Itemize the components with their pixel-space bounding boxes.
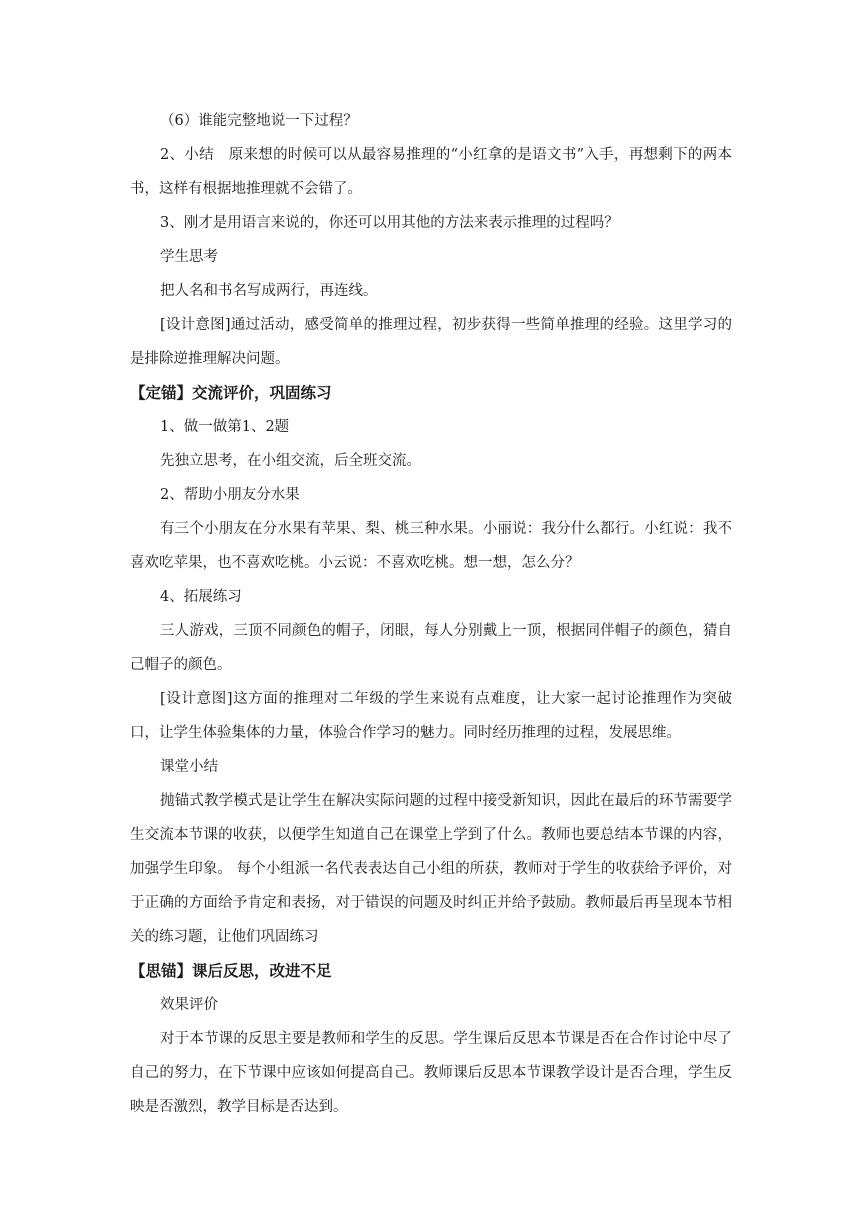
- paragraph-fruit-problem: 有三个小朋友在分水果有苹果、梨、桃三种水果。小丽说：我分什么都行。小红说：我不喜欢吃苹果，也不喜欢吃桃。小云说：不喜欢吃桃。想一想，怎么分？: [130, 521, 732, 571]
- document-body: [130, 104, 732, 1124]
- paragraph-reflection: 对于本节课的反思主要是教师和学生的反思。学生课后反思本节课是否在合作讨论中尽了自己的努力，在下节课中应该如何提高自己。教师课后反思本节课教学设计是否合理，学生反映是否激烈，教学目标是否达到。: [130, 1031, 732, 1115]
- paragraph-step-6: （6）谁能完整地说一下过程？: [160, 113, 358, 129]
- paragraph-effect-evaluation: 效果评价: [160, 997, 218, 1013]
- paragraph-hat-game: 三人游戏，三顶不同颜色的帽子，闭眼，每人分别戴上一顶，根据同伴帽子的颜色，猜自己帽子的颜色。: [130, 623, 732, 673]
- section-heading-anchor-reflection: 【思锚】课后反思，改进不足: [130, 962, 332, 980]
- paragraph-class-summary: 课堂小结: [160, 759, 218, 775]
- paragraph-exercise-1: 1、做一做第1、2题: [160, 419, 290, 435]
- paragraph-exercise-4: 4、拓展练习: [160, 589, 242, 605]
- paragraph-design-intent-1: [设计意图]通过活动，感受简单的推理过程，初步获得一些简单推理的经验。这里学习的是排除逆推理解决问题。: [130, 317, 732, 367]
- paragraph-summary-2: 2、小结 原来想的时候可以从最容易推理的“小红拿的是语文书”入手，再想剩下的两本书，这样有根据地推理就不会错了。: [130, 147, 732, 197]
- paragraph-think-first: 先独立思考，在小组交流，后全班交流。: [160, 453, 421, 469]
- paragraph-design-intent-2: [设计意图]这方面的推理对二年级的学生来说有点难度，让大家一起讨论推理作为突破口，让学生体验集体的力量，体验合作学习的魅力。同时经历推理的过程，发展思维。: [130, 691, 732, 741]
- paragraph-connect-lines: 把人名和书名写成两行，再连线。: [160, 283, 378, 299]
- paragraph-student-thinking: 学生思考: [160, 249, 218, 265]
- paragraph-exercise-2: 2、帮助小朋友分水果: [160, 487, 300, 503]
- paragraph-anchored-teaching: 抛锚式教学模式是让学生在解决实际问题的过程中接受新知识，因此在最后的环节需要学生交流本节课的收获，以便学生知道自己在课堂上学到了什么。教师也要总结本节课的内容，加强学生印象。 每个小组派一名代表表达自己小组的所获，教师对于学生的收获给予评价，对于正确的方面给予肯定和表扬，对于错误的问题及时纠正并给予鼓励。教师最后再呈现本节相关的练习题，让他们巩固练习: [130, 793, 732, 945]
- paragraph-question-3: 3、刚才是用语言来说的，你还可以用其他的方法来表示推理的过程吗？: [160, 215, 619, 231]
- section-heading-anchor-evaluation: 【定锚】交流评价，巩固练习: [130, 384, 332, 402]
